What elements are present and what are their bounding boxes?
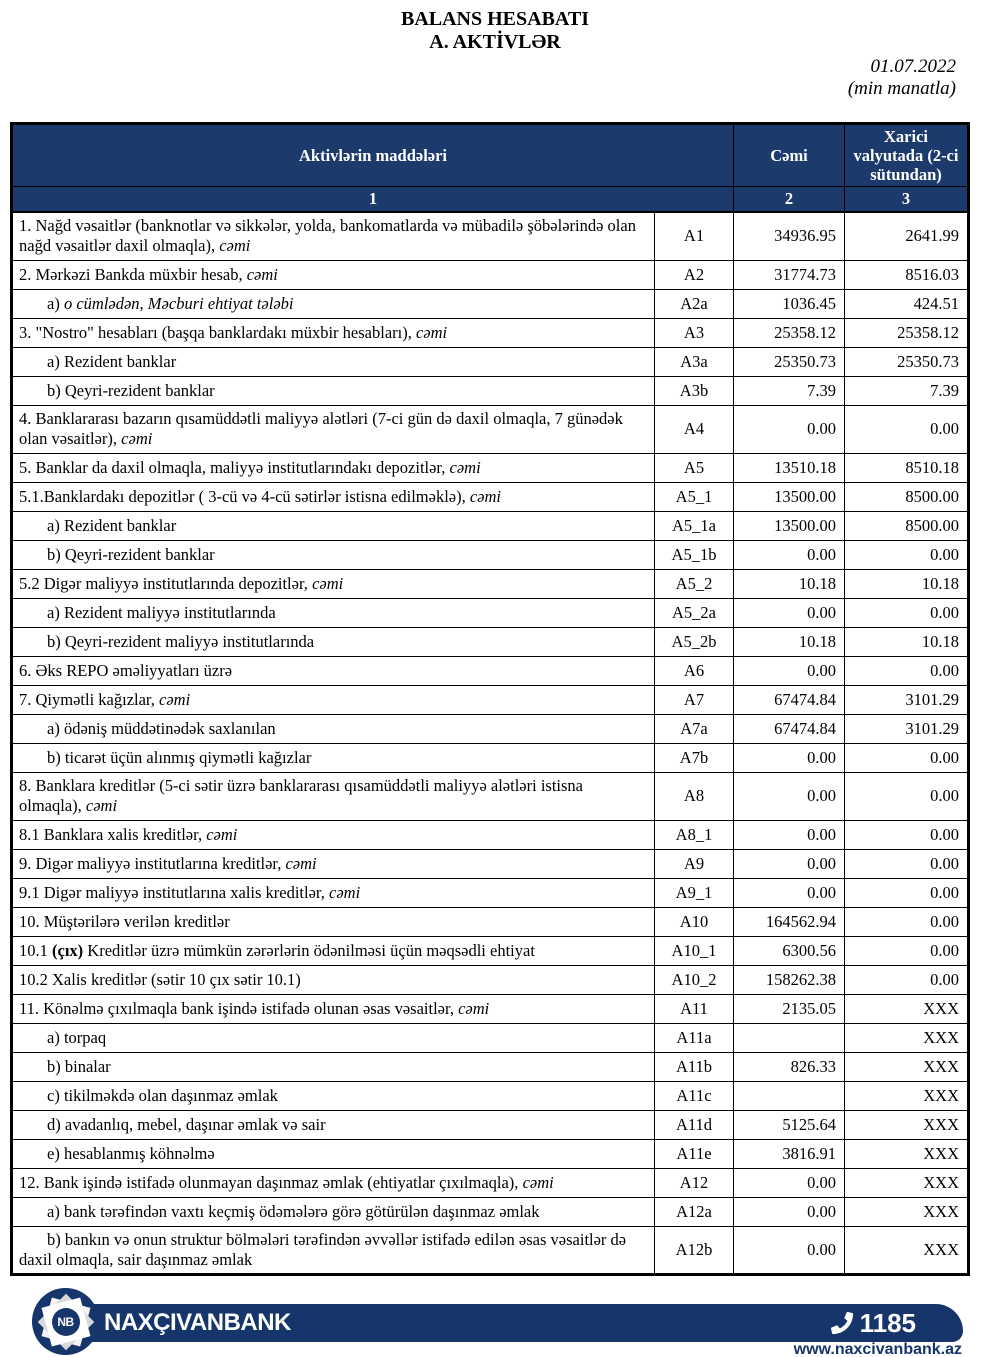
row-label [12, 685, 655, 714]
table-row [12, 453, 969, 482]
row-foreign-value: 25358.12 [845, 318, 969, 347]
row-code: A9_1 [655, 878, 734, 907]
row-label [12, 1023, 655, 1052]
row-label [12, 820, 655, 849]
row-label [12, 849, 655, 878]
row-label-part: a) Rezident maliyyə institutlarında [47, 602, 276, 622]
row-foreign-value: 8510.18 [845, 453, 969, 482]
row-label-part: a) ödəniş müddətinədək saxlanılan [47, 718, 276, 738]
row-label [12, 405, 655, 453]
table-row [12, 1110, 969, 1139]
row-label [12, 260, 655, 289]
header-num-1: 1 [12, 187, 734, 213]
row-label-part: Kreditlər üzrə mümkün zərərlərin ödənilməsi üçün məqsədli ehtiyat [83, 940, 535, 960]
row-total-value [734, 1023, 845, 1052]
row-code: A4 [655, 405, 734, 453]
table-row [12, 907, 969, 936]
table-row [12, 1052, 969, 1081]
row-label [12, 1139, 655, 1168]
row-total-value: 13500.00 [734, 511, 845, 540]
row-label-part: 4. Banklararası bazarın qısamüddətli maliyyə alətləri (7-ci gün də daxil olmaqla, 7 günədək olan vəsaitlər), [19, 409, 623, 448]
row-label-part: 6. Əks REPO əməliyyatları üzrə [19, 660, 233, 680]
table-row [12, 627, 969, 656]
row-total-value: 0.00 [734, 1168, 845, 1197]
row-foreign-value: XXX [845, 1168, 969, 1197]
row-label [12, 743, 655, 772]
row-foreign-value: 0.00 [845, 743, 969, 772]
row-label-part: b) ticarət üçün alınmış qiymətli kağızlar [47, 747, 312, 767]
row-code: A3a [655, 347, 734, 376]
row-label-part: cəmi [522, 1172, 554, 1192]
row-code: A2a [655, 289, 734, 318]
row-code: A11 [655, 994, 734, 1023]
row-code: A5_2 [655, 569, 734, 598]
row-label-part: 1. Nağd vəsaitlər (banknotlar və sikkələr, yolda, bankomatlarda və mübadilə şöbələrində olan nağd vəsaitlər daxil olmaqla), [19, 216, 636, 256]
row-label-part: 12. Bank işində istifadə olunmayan daşınmaz əmlak (ehtiyatlar çıxılmaqla), [19, 1172, 523, 1192]
row-label [12, 212, 655, 260]
row-total-value: 0.00 [734, 849, 845, 878]
row-total-value: 67474.84 [734, 714, 845, 743]
row-label [12, 453, 655, 482]
row-foreign-value: XXX [845, 1023, 969, 1052]
report-unit: (min manatla) [847, 78, 956, 99]
table-row [12, 318, 969, 347]
row-total-value: 158262.38 [734, 965, 845, 994]
report-title-line1: BALANS HESABATI [400, 8, 590, 30]
row-foreign-value: 25350.73 [845, 347, 969, 376]
row-code: A5 [655, 453, 734, 482]
row-total-value: 7.39 [734, 376, 845, 405]
row-total-value: 0.00 [734, 540, 845, 569]
table-row [12, 965, 969, 994]
row-total-value: 5125.64 [734, 1110, 845, 1139]
row-foreign-value: 8516.03 [845, 260, 969, 289]
row-code: A7b [655, 743, 734, 772]
bank-logo-emblem [32, 1288, 99, 1355]
table-row [12, 743, 969, 772]
header-row [12, 124, 969, 187]
row-label [12, 656, 655, 685]
row-total-value: 25358.12 [734, 318, 845, 347]
row-foreign-value: XXX [845, 1052, 969, 1081]
row-foreign-value: 0.00 [845, 656, 969, 685]
row-foreign-value: 2641.99 [845, 212, 969, 260]
row-total-value: 826.33 [734, 1052, 845, 1081]
row-code: A7 [655, 685, 734, 714]
row-total-value: 1036.45 [734, 289, 845, 318]
row-label [12, 1226, 655, 1274]
row-foreign-value: 0.00 [845, 907, 969, 936]
row-label [12, 1110, 655, 1139]
website-url[interactable]: www.naxcivanbank.az [793, 1341, 962, 1357]
row-label [12, 1052, 655, 1081]
row-code: A5_1 [655, 482, 734, 511]
table-row [12, 1139, 969, 1168]
row-code: A5_2b [655, 627, 734, 656]
row-code: A7a [655, 714, 734, 743]
row-foreign-value: XXX [845, 1226, 969, 1274]
phone-icon [831, 1312, 853, 1334]
table-row [12, 772, 969, 820]
row-label [12, 1197, 655, 1226]
row-total-value: 10.18 [734, 569, 845, 598]
row-total-value: 0.00 [734, 772, 845, 820]
row-code: A9 [655, 849, 734, 878]
table-row [12, 1023, 969, 1052]
row-foreign-value: XXX [845, 1139, 969, 1168]
page-title [0, 8, 990, 54]
row-code: A12b [655, 1226, 734, 1274]
table-row [12, 1081, 969, 1110]
row-total-value: 10.18 [734, 627, 845, 656]
row-total-value: 13510.18 [734, 453, 845, 482]
table-row [12, 1197, 969, 1226]
row-foreign-value: 10.18 [845, 627, 969, 656]
row-label [12, 511, 655, 540]
row-label [12, 569, 655, 598]
table-row [12, 405, 969, 453]
row-foreign-value: 0.00 [845, 936, 969, 965]
row-label [12, 598, 655, 627]
row-label-part: o cümlədən, Məcburi ehtiyat tələbi [63, 293, 294, 313]
row-code: A11c [655, 1081, 734, 1110]
hotline [831, 1308, 916, 1338]
row-code: A12a [655, 1197, 734, 1226]
row-code: A11d [655, 1110, 734, 1139]
row-code: A5_2a [655, 598, 734, 627]
row-label [12, 540, 655, 569]
row-label-part: b) Qeyri-rezident banklar [47, 380, 215, 400]
row-label-part: cəmi [449, 457, 481, 477]
row-label-part: 5. Banklar da daxil olmaqla, maliyyə institutlarındakı depozitlər, [19, 457, 450, 477]
table-body [12, 212, 969, 1274]
row-code: A11e [655, 1139, 734, 1168]
row-total-value: 67474.84 [734, 685, 845, 714]
row-total-value: 0.00 [734, 405, 845, 453]
row-foreign-value: XXX [845, 1081, 969, 1110]
row-label [12, 347, 655, 376]
row-code: A8_1 [655, 820, 734, 849]
row-code: A3 [655, 318, 734, 347]
row-label-part: 8. Banklara kreditlər (5-ci sətir üzrə banklararası qısamüddətli maliyyə alətləri istisna olmaqla), [19, 776, 583, 815]
bank-brand-name [104, 1310, 291, 1336]
row-label-part: cəmi [246, 264, 278, 284]
row-foreign-value: 0.00 [845, 820, 969, 849]
row-foreign-value: 0.00 [845, 965, 969, 994]
table-row [12, 714, 969, 743]
row-code: A10_2 [655, 965, 734, 994]
table-row [12, 212, 969, 260]
row-total-value: 34936.95 [734, 212, 845, 260]
row-label-part: a) Rezident banklar [47, 515, 177, 535]
row-label-part: cəmi [219, 236, 251, 256]
row-total-value: 0.00 [734, 656, 845, 685]
row-label-part: 8.1 Banklara xalis kreditlər, [19, 824, 207, 844]
row-code: A8 [655, 772, 734, 820]
row-label-part: cəmi [206, 824, 238, 844]
row-total-value: 0.00 [734, 878, 845, 907]
row-code: A5_1b [655, 540, 734, 569]
row-foreign-value: 3101.29 [845, 685, 969, 714]
row-label [12, 482, 655, 511]
row-label-part: a) torpaq [47, 1027, 107, 1047]
row-label-part: 11. Könəlmə çıxılmaqla bank işində istifadə olunan əsas vəsaitlər, [19, 998, 459, 1018]
row-label [12, 289, 655, 318]
row-total-value: 2135.05 [734, 994, 845, 1023]
table-row [12, 482, 969, 511]
row-label-part: d) avadanlıq, mebel, daşınar əmlak və sair [47, 1114, 326, 1134]
table-row [12, 878, 969, 907]
row-total-value: 0.00 [734, 1197, 845, 1226]
table-row [12, 994, 969, 1023]
row-label-part: b) Qeyri-rezident maliyyə institutlarında [47, 631, 315, 651]
row-label [12, 627, 655, 656]
row-total-value: 13500.00 [734, 482, 845, 511]
row-label-part: 5.2 Digər maliyyə institutlarında depozitlər, [19, 573, 313, 593]
table-row [12, 685, 969, 714]
row-code: A1 [655, 212, 734, 260]
table-row [12, 1168, 969, 1197]
row-label-part: e) hesablanmış köhnəlmə [47, 1143, 215, 1163]
assets-table-header [12, 124, 969, 213]
row-foreign-value: 0.00 [845, 849, 969, 878]
row-foreign-value: 10.18 [845, 569, 969, 598]
row-label-part: a) bank tərəfindən vaxtı keçmiş ödəmələrə görə götürülən daşınmaz əmlak [47, 1201, 540, 1221]
row-foreign-value: 0.00 [845, 405, 969, 453]
table-row [12, 849, 969, 878]
row-label-part: a) [47, 293, 64, 313]
row-code: A6 [655, 656, 734, 685]
row-label-part: 5.1.Banklardakı depozitlər ( 3-cü və 4-cü sətirlər istisna edilməklə), [19, 486, 470, 506]
table-row [12, 936, 969, 965]
row-foreign-value: 8500.00 [845, 482, 969, 511]
table-row [12, 1226, 969, 1274]
row-label [12, 1168, 655, 1197]
logo-initials: NB [52, 1308, 80, 1336]
row-total-value: 0.00 [734, 1226, 845, 1274]
table-row [12, 569, 969, 598]
row-foreign-value: 424.51 [845, 289, 969, 318]
row-label-part: cəmi [415, 322, 448, 342]
report-date: 01.07.2022 [870, 56, 956, 77]
row-label-part: b) binalar [47, 1056, 111, 1076]
row-code: A10_1 [655, 936, 734, 965]
row-label [12, 772, 655, 820]
row-label [12, 714, 655, 743]
row-label-part: c) tikilməkdə olan daşınmaz əmlak [47, 1085, 278, 1105]
row-foreign-value: 8500.00 [845, 511, 969, 540]
row-label-part: 7. Qiymətli kağızlar, [19, 689, 160, 709]
row-label-part: cəmi [329, 882, 361, 902]
row-foreign-value: 0.00 [845, 878, 969, 907]
header-number-row [12, 187, 969, 213]
header-col-items: Aktivlərin maddələri [12, 124, 734, 187]
row-total-value: 3816.91 [734, 1139, 845, 1168]
row-label-part: 10.2 Xalis kreditlər (sətir 10 çıx sətir 10.1) [19, 969, 301, 989]
row-code: A3b [655, 376, 734, 405]
report-title-line2: A. AKTİVLƏR [429, 31, 561, 53]
row-label-part: a) Rezident banklar [47, 351, 177, 371]
hotline-number: 1185 [859, 1308, 916, 1338]
row-foreign-value: 7.39 [845, 376, 969, 405]
row-code: A11b [655, 1052, 734, 1081]
row-label [12, 907, 655, 936]
row-code: A11a [655, 1023, 734, 1052]
row-label [12, 878, 655, 907]
row-total-value [734, 1081, 845, 1110]
row-label-part: cəmi [85, 796, 118, 815]
row-total-value: 25350.73 [734, 347, 845, 376]
row-total-value: 6300.56 [734, 936, 845, 965]
row-label [12, 376, 655, 405]
table-row [12, 347, 969, 376]
table-row [12, 289, 969, 318]
row-total-value: 164562.94 [734, 907, 845, 936]
row-label-part: (çıx) [52, 940, 84, 960]
assets-table [10, 122, 970, 1276]
row-label-part: 10. Müştərilərə verilən kreditlər [19, 911, 230, 931]
row-label-part: cəmi [469, 486, 501, 506]
table-row [12, 260, 969, 289]
brand-name-part1: NAXÇIVAN [104, 1309, 224, 1336]
row-label-part: cəmi [458, 998, 490, 1018]
row-foreign-value: 0.00 [845, 540, 969, 569]
row-label-part: b) bankın və onun struktur bölmələri tərəfindən əvvəllər istifadə edilən əsas vəsaitlər də daxil olmaqla, sair daşınmaz əmlak [19, 1229, 627, 1269]
table-row [12, 820, 969, 849]
row-foreign-value: 0.00 [845, 772, 969, 820]
row-foreign-value: XXX [845, 1197, 969, 1226]
row-label [12, 1081, 655, 1110]
row-code: A2 [655, 260, 734, 289]
row-foreign-value: 0.00 [845, 598, 969, 627]
row-label-part: 2. Mərkəzi Bankda müxbir hesab, [19, 264, 247, 284]
table-row [12, 598, 969, 627]
header-col-total: Cəmi [734, 124, 845, 187]
row-foreign-value: XXX [845, 994, 969, 1023]
report-date-block [848, 56, 956, 100]
table-row [12, 540, 969, 569]
row-label-part: 3. "Nostro" hesabları (başqa banklardakı müxbir hesabları), [19, 322, 416, 342]
table-row [12, 376, 969, 405]
row-code: A12 [655, 1168, 734, 1197]
header-col-foreign: Xarici valyutada (2-ci sütundan) [845, 124, 969, 187]
row-label-part: cəmi [312, 573, 344, 593]
row-total-value: 0.00 [734, 820, 845, 849]
row-total-value: 31774.73 [734, 260, 845, 289]
row-label [12, 965, 655, 994]
row-total-value: 0.00 [734, 598, 845, 627]
row-label-part: cəmi [159, 689, 191, 709]
row-foreign-value: XXX [845, 1110, 969, 1139]
table-row [12, 656, 969, 685]
row-label-part: cəmi [285, 853, 317, 873]
row-label-part: cəmi [121, 429, 153, 448]
row-label-part: 9.1 Digər maliyyə institutlarına xalis kreditlər, [19, 882, 330, 902]
row-code: A10 [655, 907, 734, 936]
row-foreign-value: 3101.29 [845, 714, 969, 743]
row-total-value: 0.00 [734, 743, 845, 772]
brand-name-part2: BANK [223, 1309, 291, 1336]
header-num-2: 2 [734, 187, 845, 213]
header-num-3: 3 [845, 187, 969, 213]
table-row [12, 511, 969, 540]
row-label [12, 936, 655, 965]
row-label-part: b) Qeyri-rezident banklar [47, 544, 215, 564]
row-label [12, 994, 655, 1023]
row-code: A5_1a [655, 511, 734, 540]
row-label-part: 9. Digər maliyyə institutlarına kreditlər, [19, 853, 286, 873]
row-label [12, 318, 655, 347]
row-label-part: 10.1 [19, 940, 52, 960]
